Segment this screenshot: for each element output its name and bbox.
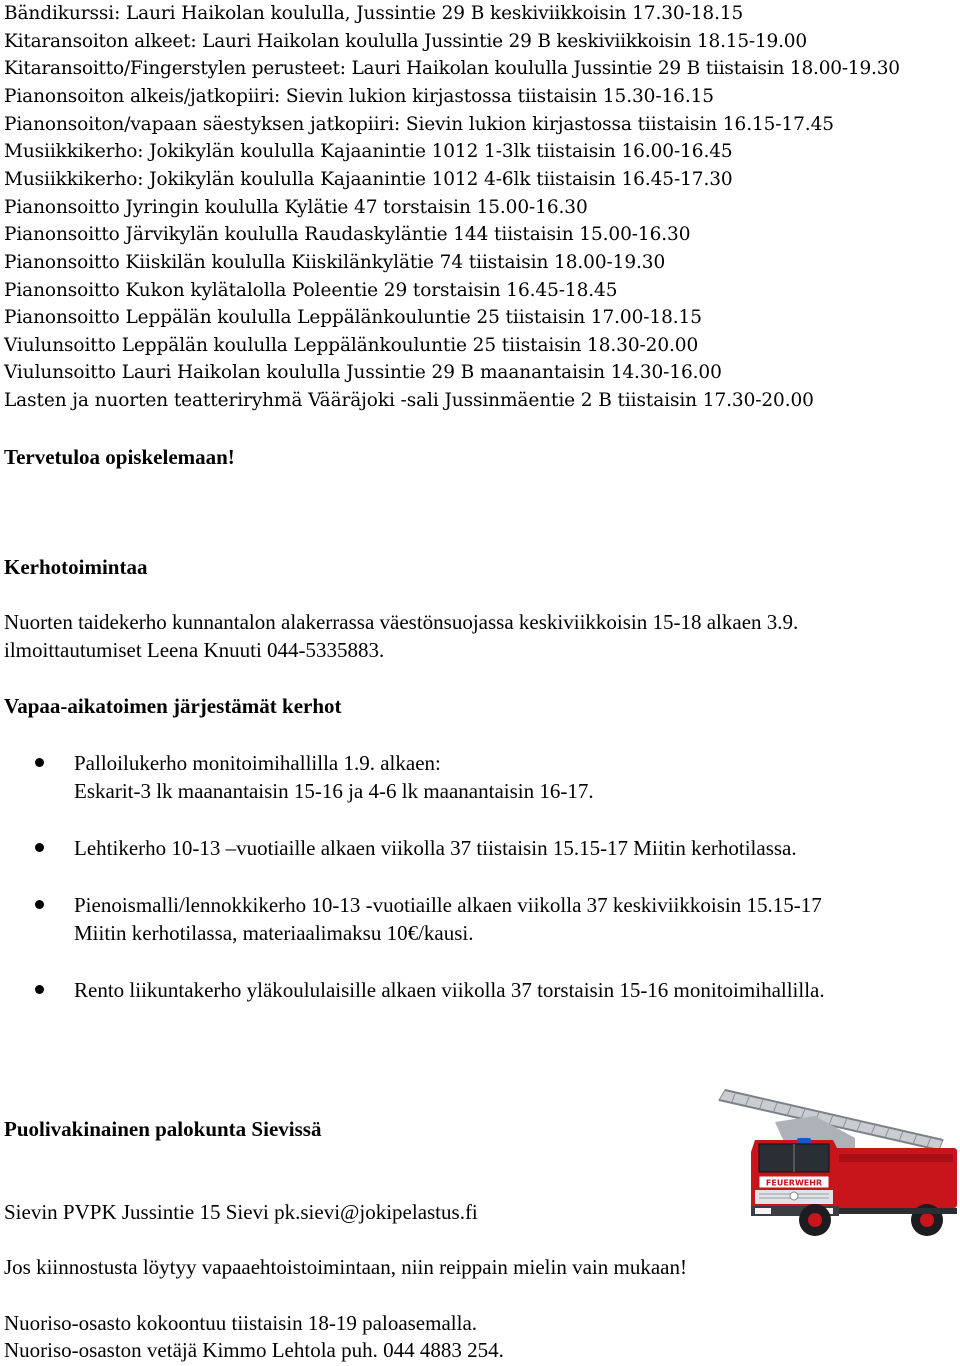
welcome-text: Tervetuloa opiskelemaan! [4, 445, 235, 469]
list-item: Palloilukerho monitoimihallilla 1.9. alkaen: [74, 751, 441, 775]
schedule-line: Pianonsoitto Järvikylän koululla Raudaskyläntie 144 tiistaisin 15.00-16.30 [4, 224, 691, 245]
schedule-line: Viulunsoitto Leppälän koululla Leppälänkouluntie 25 tiistaisin 18.30-20.00 [4, 335, 699, 356]
schedule-line: Pianonsoiton alkeis/jatkopiiri: Sievin lukion kirjastossa tiistaisin 15.30-16.15 [4, 86, 714, 107]
schedule-line: Pianonsoiton/vapaan säestyksen jatkopiiri: Sievin lukion kirjastossa tiistaisin 16.15-17.45 [4, 114, 834, 135]
kerho-line: ilmoittautumiset Leena Knuuti 044-5335883. [4, 638, 385, 662]
list-item: Lehtikerho 10-13 –vuotiaille alkaen viikolla 37 tiistaisin 15.15-17 Miitin kerhotilassa. [74, 836, 797, 860]
bullet-icon [35, 985, 44, 994]
fire-truck-image [715, 1082, 960, 1242]
list-item-continuation: Miitin kerhotilassa, materiaalimaksu 10€/kausi. [74, 921, 474, 945]
schedule-line: Pianonsoitto Kiiskilän koululla Kiiskilänkylätie 74 tiistaisin 18.00-19.30 [4, 252, 666, 273]
bullet-icon [35, 843, 44, 852]
palokunta-contact: Sievin PVPK Jussintie 15 Sievi pk.sievi@jokipelastus.fi [4, 1200, 478, 1224]
vapaa-heading: Vapaa-aikatoimen järjestämät kerhot [4, 694, 342, 718]
palokunta-line: Nuoriso-osasto kokoontuu tiistaisin 18-19 paloasemalla. [4, 1311, 478, 1335]
palokunta-line: Nuoriso-osaston vetäjä Kimmo Lehtola puh. 044 4883 254. [4, 1338, 504, 1362]
list-item: Pienoismalli/lennokkikerho 10-13 -vuotiaille alkaen viikolla 37 keskiviikkoisin 15.15-17 [74, 893, 822, 917]
schedule-line: Musiikkikerho: Jokikylän koululla Kajaanintie 1012 1-3lk tiistaisin 16.00-16.45 [4, 141, 733, 162]
truck-label: FEUERWEHR [765, 1178, 823, 1188]
palokunta-invite: Jos kiinnostusta löytyy vapaaehtoistoimintaan, niin reippain mielin vain mukaan! [4, 1255, 687, 1279]
bullet-icon [35, 900, 44, 909]
palokunta-heading: Puolivakinainen palokunta Sievissä [4, 1117, 322, 1141]
list-item-continuation: Eskarit-3 lk maanantaisin 15-16 ja 4-6 lk maanantaisin 16-17. [74, 779, 594, 803]
schedule-line: Kitaransoiton alkeet: Lauri Haikolan koululla Jussintie 29 B keskiviikkoisin 18.15-19.00 [4, 31, 807, 52]
kerho-line: Nuorten taidekerho kunnantalon alakerrassa väestönsuojassa keskiviikkoisin 15-18 alkaen 3.9. [4, 610, 799, 634]
list-item: Rento liikuntakerho yläkoululaisille alkaen viikolla 37 torstaisin 15-16 monitoimihallilla. [74, 978, 825, 1002]
schedule-line: Musiikkikerho: Jokikylän koululla Kajaanintie 1012 4-6lk tiistaisin 16.45-17.30 [4, 169, 733, 190]
schedule-line: Bändikurssi: Lauri Haikolan koululla, Jussintie 29 B keskiviikkoisin 17.30-18.15 [4, 3, 744, 24]
schedule-line: Pianonsoitto Leppälän koululla Leppälänkouluntie 25 tiistaisin 17.00-18.15 [4, 307, 702, 328]
schedule-line: Pianonsoitto Kukon kylätalolla Poleentie 29 torstaisin 16.45-18.45 [4, 280, 618, 301]
schedule-line: Viulunsoitto Lauri Haikolan koululla Jussintie 29 B maanantaisin 14.30-16.00 [4, 362, 722, 383]
schedule-line: Kitaransoitto/Fingerstylen perusteet: Lauri Haikolan koululla Jussintie 29 B tiistaisin 18.00-19.30 [4, 58, 900, 79]
bullet-icon [35, 758, 44, 767]
schedule-line: Lasten ja nuorten teatteriryhmä Vääräjoki -sali Jussinmäentie 2 B tiistaisin 17.30-20.00 [4, 390, 814, 411]
kerho-heading: Kerhotoimintaa [4, 555, 148, 579]
schedule-line: Pianonsoitto Jyringin koululla Kylätie 47 torstaisin 15.00-16.30 [4, 197, 588, 218]
